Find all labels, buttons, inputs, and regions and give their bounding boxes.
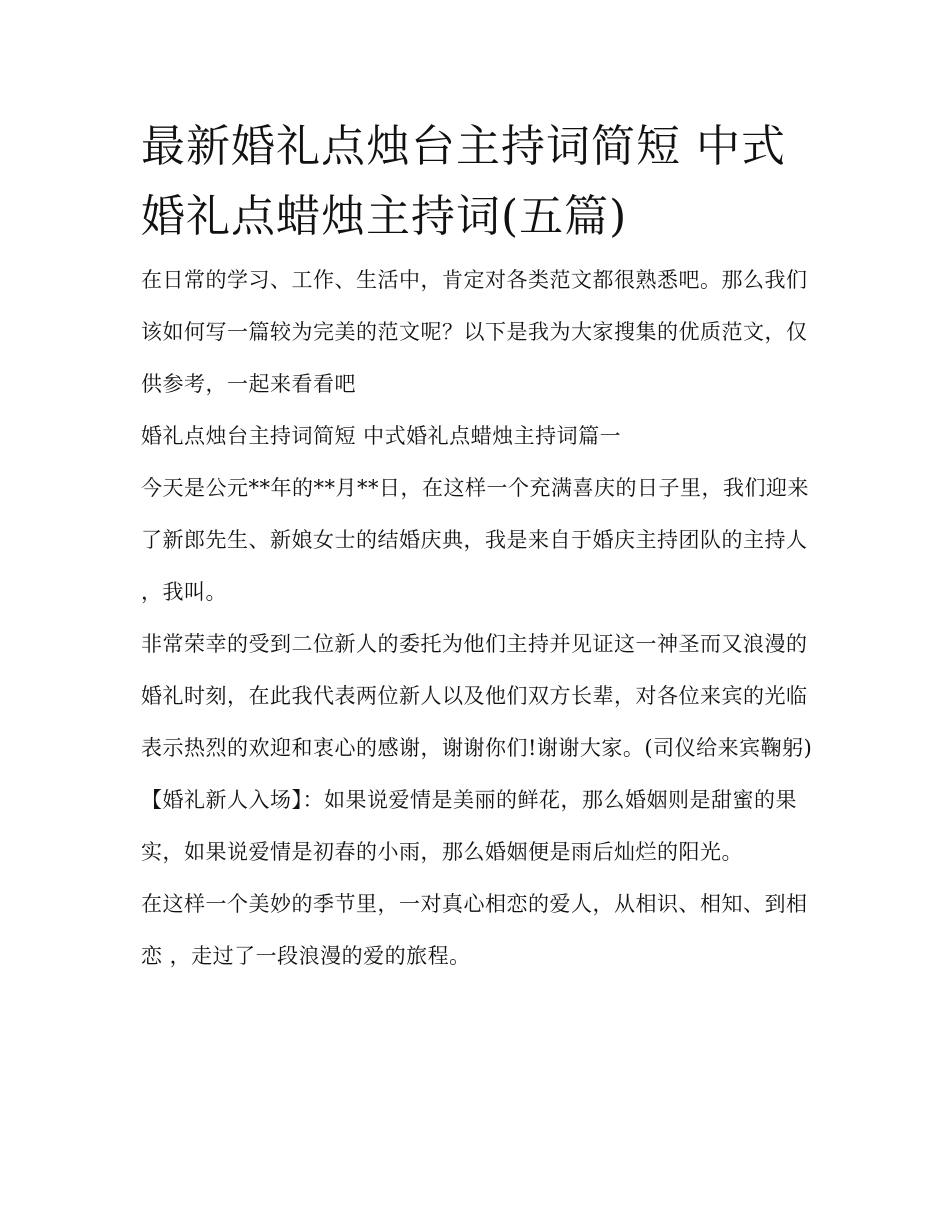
document-title: 最新婚礼点烛台主持词简短 中式婚礼点蜡烛主持词(五篇) (141, 121, 786, 242)
intro-paragraph: 在日常的学习、工作、生活中，肯定对各类范文都很熟悉吧。那么我们该如何写一篇较为完美的范文呢？以下是我为大家搜集的优质范文，仅供参考，一起来看看吧 (141, 268, 808, 396)
document-body (141, 112, 821, 982)
body-paragraph: 【婚礼新人入场】：如果说爱情是美丽的鲜花，那么婚姻则是甜蜜的果实，如果说爱情是初春的小雨，那么婚姻便是雨后灿烂的阳光。 (141, 788, 797, 864)
body-paragraph: 非常荣幸的受到二位新人的委托为他们主持并见证这一神圣而又浪漫的婚礼时刻，在此我代表两位新人以及他们双方长辈，对各位来宾的光临表示热烈的欢迎和衷心的感谢，谢谢你们!谢谢大家。(司仪给来宾鞠躬) (141, 632, 813, 760)
body-paragraph: 今天是公元**年的**月**日，在这样一个充满喜庆的日子里，我们迎来了新郎先生、新娘女士的结婚庆典，我是来自于婚庆主持团队的主持人 ，我叫。 (141, 476, 809, 604)
section-heading: 婚礼点烛台主持词简短 中式婚礼点蜡烛主持词篇一 (141, 424, 622, 448)
body-paragraph: 在这样一个美妙的季节里，一对真心相恋的爱人，从相识、相知、到相恋 ，走过了一段浪漫的爱的旅程。 (141, 892, 808, 968)
